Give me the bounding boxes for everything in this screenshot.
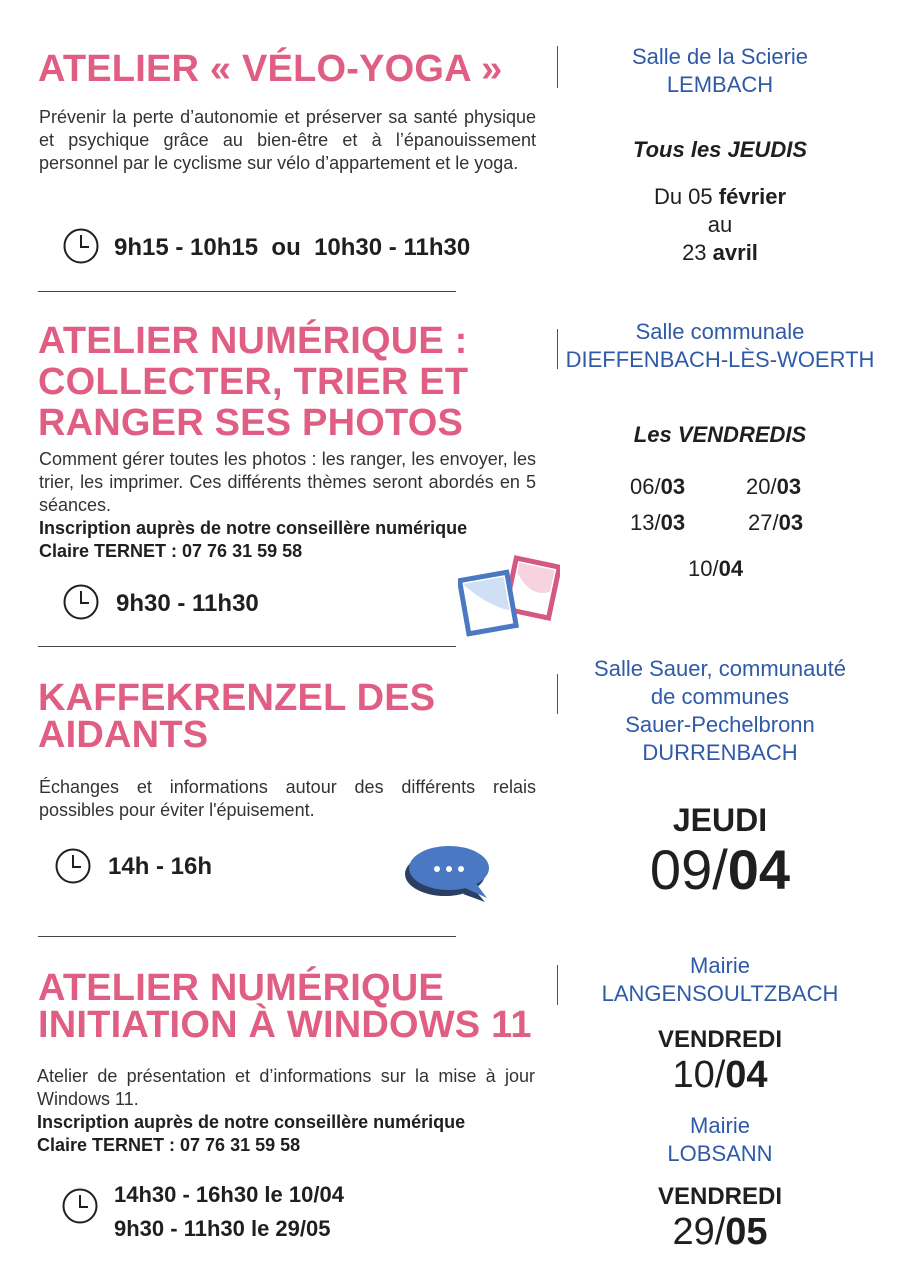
place-name-2: de communes: [650, 684, 790, 709]
section-1-description: Prévenir la perte d’autonomie et préserver sa santé physique et psychique grâce au bien-être et à l’épanouissement personnel par le cyclisme sur vélo d’appartement et le yoga.: [39, 107, 536, 173]
section-2-description: Comment gérer toutes les photos : les ranger, les envoyer, les trier, les imprimer. Ces différents thèmes seront abordés en 5 séances. Inscription auprès de notre conseillère numérique Claire TERNET : 07 76 31 59 58: [39, 449, 536, 561]
clock-icon: [55, 848, 91, 884]
schedule-date: 20/03: [746, 474, 802, 499]
place-name: Salle communale: [635, 319, 805, 344]
vertical-divider: [557, 329, 558, 369]
place-name: Mairie: [690, 1113, 750, 1138]
section-1-title: ATELIER « VÉLO-YOGA »: [38, 48, 503, 90]
section-2-schedule: [570, 422, 870, 448]
section-2-time: 9h30 - 11h30: [116, 590, 259, 617]
clock-icon: [62, 1188, 98, 1224]
section-1-schedule: [570, 137, 870, 267]
place-town: LOBSANN: [667, 1141, 773, 1166]
divider: [38, 936, 456, 937]
section-4-place-1: [565, 952, 875, 1008]
schedule-label: Tous les JEUDIS: [632, 137, 807, 162]
schedule-day: VENDREDI: [657, 1183, 783, 1210]
schedule-date: 06/03: [630, 474, 686, 499]
inscription-text: Inscription auprès de notre conseillère numérique: [37, 1112, 466, 1132]
section-3-description: Échanges et informations autour des différents relais possibles pour éviter l'épuisement.: [39, 777, 536, 820]
schedule-day: JEUDI: [672, 802, 768, 838]
section-1-time: 9h15 - 10h15 ou 10h30 - 11h30: [114, 234, 471, 261]
schedule-middle: au: [707, 212, 733, 237]
place-name: Salle Sauer, communauté: [594, 656, 846, 681]
section-4-schedule-2: [570, 1183, 870, 1253]
section-4-schedule-1: [570, 1026, 870, 1096]
section-2-place: [565, 318, 875, 374]
section-3-schedule: [570, 802, 870, 901]
chat-bubble-icon: [403, 840, 491, 906]
schedule-date: 27/03: [748, 510, 804, 535]
place-town: LANGENSOULTZBACH: [601, 981, 839, 1006]
section-4-title: ATELIER NUMÉRIQUE INITIATION À WINDOWS 11: [38, 967, 532, 1046]
section-3-title: KAFFEKRENZEL DES AIDANTS: [38, 677, 436, 756]
vertical-divider: [557, 46, 558, 88]
vertical-divider: [557, 965, 558, 1005]
section-4-place-2: [565, 1112, 875, 1168]
schedule-date: 09/04: [649, 838, 791, 901]
place-town: DURRENBACH: [642, 740, 798, 765]
place-name-3: Sauer-Pechelbronn: [625, 712, 815, 737]
section-3-time: 14h - 16h: [108, 853, 213, 880]
schedule-label: Les VENDREDIS: [633, 422, 807, 447]
contact-text: Claire TERNET : 07 76 31 59 58: [37, 1135, 301, 1155]
photos-icon: [458, 554, 560, 638]
place-name: Mairie: [690, 953, 750, 978]
divider: [38, 646, 456, 647]
section-2-title: ATELIER NUMÉRIQUE : COLLECTER, TRIER ET RANGER SES PHOTOS: [38, 320, 469, 444]
vertical-divider: [557, 674, 558, 714]
place-town: LEMBACH: [666, 72, 774, 97]
inscription-text: Inscription auprès de notre conseillère numérique: [39, 518, 468, 538]
clock-icon: [63, 584, 99, 620]
section-3-place: [565, 655, 875, 767]
contact-text: Claire TERNET : 07 76 31 59 58: [39, 541, 303, 561]
schedule-date: 13/03: [630, 510, 686, 535]
schedule-date: 29/05: [672, 1211, 768, 1253]
schedule-day: VENDREDI: [657, 1026, 783, 1053]
divider: [38, 291, 456, 292]
section-4-times: 14h30 - 16h30 le 10/04 9h30 - 11h30 le 29/05: [114, 1182, 344, 1241]
schedule-date: 10/04: [688, 556, 744, 581]
place-name: Salle de la Scierie: [631, 44, 809, 69]
schedule-to: 23 avril: [682, 240, 758, 265]
schedule-date: 10/04: [672, 1054, 768, 1096]
clock-icon: [63, 228, 99, 264]
place-town: DIEFFENBACH-LÈS-WOERTH: [565, 347, 875, 372]
section-4-description: Atelier de présentation et d’informations sur la mise à jour Windows 11. Inscription auprès de notre conseillère numérique Claire TERNET : 07 76 31 59 58: [37, 1066, 535, 1155]
section-1-place: [565, 43, 875, 99]
schedule-from: Du 05 février: [653, 184, 787, 209]
